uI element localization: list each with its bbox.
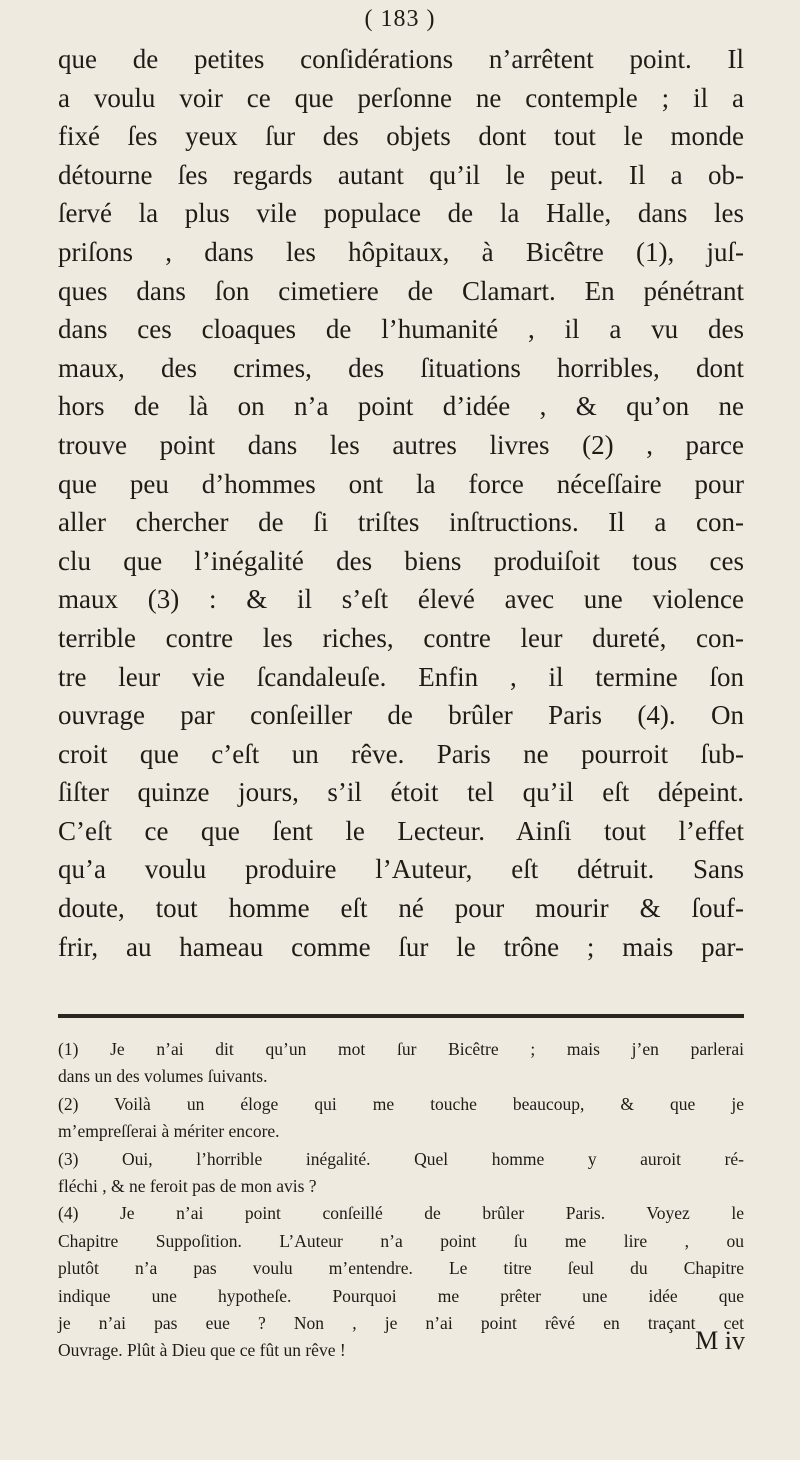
body-line: aller chercher de ſi triſtes inſtructions. Il a con- [58, 507, 744, 538]
body-line: que de petites conſidérations n’arrêtent point. Il [58, 44, 744, 74]
body-line: que peu d’hommes ont la force néceſſaire pour [58, 468, 744, 499]
footnote-line: Chapitre Suppoſition. L’Auteur n’a point ſu me lire , ou [58, 1230, 744, 1251]
body-line: ſiſter quinze jours, s’il étoit tel qu’il eſt dépeint. [58, 777, 744, 808]
body-line: frir, au hameau comme ſur le trône ; mais par- [58, 931, 744, 962]
footnote-line: plutôt n’a pas voulu m’entendre. Le titre ſeul du Chapitre [58, 1258, 744, 1279]
body-line: clu que l’inégalité des biens produiſoit tous ces [58, 545, 744, 576]
footnote-line: Ouvrage. Plût à Dieu que ce fût un rêve ! [58, 1340, 346, 1361]
body-line: doute, tout homme eſt né pour mourir & ſouf- [58, 893, 744, 924]
signature-mark: M iv [695, 1326, 745, 1355]
footnote-line: (3) Oui, l’horrible inégalité. Quel homme y auroit ré- [58, 1148, 744, 1169]
body-line: dans ces cloaques de l’humanité , il a vu des [58, 314, 744, 345]
footnote-line: (2) Voilà un éloge qui me touche beaucoup, & que je [58, 1093, 744, 1114]
footnote-line: fléchi , & ne feroit pas de mon avis ? [58, 1175, 317, 1196]
page-number: ( 183 ) [364, 6, 436, 32]
body-text [58, 40, 744, 966]
body-line: ques dans ſon cimetiere de Clamart. En pénétrant [58, 275, 744, 306]
body-line: qu’a voulu produire l’Auteur, eſt détruit. Sans [58, 854, 744, 885]
body-line: a voulu voir ce que perſonne ne contemple ; il a [58, 82, 744, 113]
footnote-line: (4) Je n’ai point conſeillé de brûler Paris. Voyez le [58, 1203, 744, 1224]
footnote-line: dans un des volumes ſuivants. [58, 1066, 268, 1087]
body-line: hors de là on n’a point d’idée , & qu’on ne [58, 391, 744, 422]
body-line: priſons , dans les hôpitaux, à Bicêtre (1), juſ- [58, 236, 744, 267]
body-line: croit que c’eſt un rêve. Paris ne pourroit ſub- [58, 738, 744, 769]
footnote-line: m’empreſſerai à mériter encore. [58, 1121, 280, 1142]
body-line: tre leur vie ſcandaleuſe. Enfin , il termine ſon [58, 661, 744, 692]
body-line: trouve point dans les autres livres (2) , parce [58, 429, 744, 460]
body-line: C’eſt ce que ſent le Lecteur. Ainſi tout l’effet [58, 815, 744, 846]
body-line: ouvrage par conſeiller de brûler Paris (4). On [58, 700, 744, 731]
body-line: maux (3) : & il s’eſt élevé avec une violence [58, 584, 744, 615]
footnote-line: indique une hypotheſe. Pourquoi me prêter une idée que [58, 1285, 744, 1306]
body-line: ſervé la plus vile populace de la Halle, dans les [58, 198, 744, 229]
footnote-divider [58, 1014, 744, 1018]
body-line: détourne ſes regards autant qu’il le peut. Il a ob- [58, 159, 744, 190]
body-line: fixé ſes yeux ſur des objets dont tout le monde [58, 121, 744, 152]
footnote-line: je n’ai pas eue ? Non , je n’ai point rêvé en traçant cet [58, 1312, 744, 1333]
footnote-line: (1) Je n’ai dit qu’un mot ſur Bicêtre ; mais j’en parlerai [58, 1039, 744, 1059]
body-line: maux, des crimes, des ſituations horribles, dont [58, 352, 744, 383]
footnotes [58, 1036, 744, 1365]
body-line: terrible contre les riches, contre leur dureté, con- [58, 622, 744, 653]
